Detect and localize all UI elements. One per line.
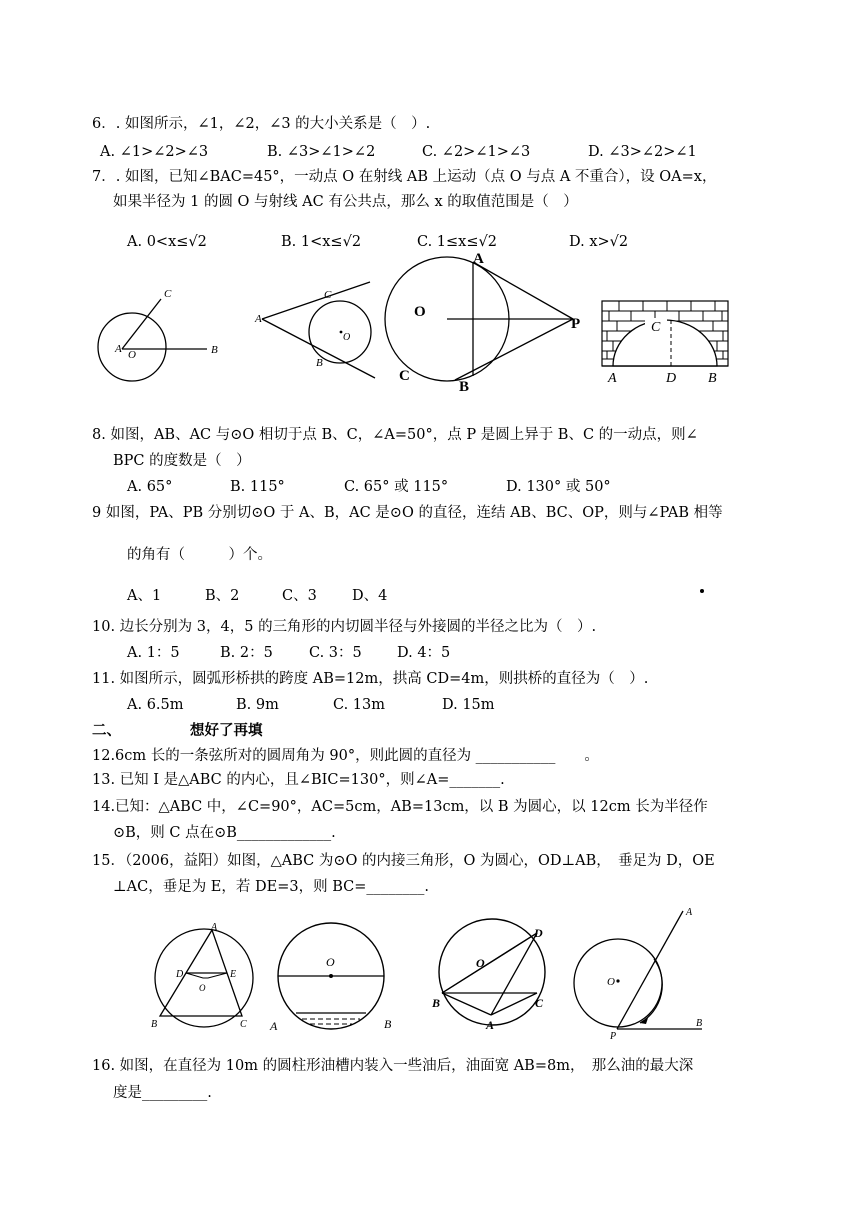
q10-options	[127, 643, 450, 663]
figure-chords	[430, 915, 555, 1035]
label-A: A	[255, 313, 262, 325]
q6-option-c: C. ∠2>∠1>∠3	[422, 144, 531, 160]
q10-stem: 10. 边长分别为 3，4，5 的三角形的内切圆半径与外接圆的半径之比为（ ）.	[92, 619, 597, 635]
q12-text: 12.6cm 长的一条弦所对的圆周角为 90°，则此圆的直径为 ___________ 。	[92, 748, 599, 764]
q15-line1: 15．（2006，益阳）如图，△ABC 为⊙O 的内接三角形，O 为圆心，OD⊥AB， 垂足为 D，OE	[92, 853, 715, 869]
q9-option-d: D、4	[352, 588, 388, 604]
label-B: B	[316, 357, 323, 369]
q6-stem: 6．. 如图所示，∠1，∠2，∠3 的大小关系是（ ）.	[92, 116, 431, 132]
q7-option-b: B. 1<x≤√2	[281, 234, 362, 250]
figure-pa-pb-tangents	[385, 250, 590, 395]
sqrt-2: √2	[188, 234, 207, 250]
label-A: A	[686, 907, 693, 918]
label-B: B	[432, 996, 441, 1010]
q7-option-c: C. 1≤x≤√2	[417, 234, 497, 250]
q8-option-c: C. 65° 或 115°	[344, 479, 449, 495]
label-O: O	[476, 956, 485, 970]
label-P: P	[610, 1031, 617, 1042]
sqrt-2: √2	[342, 234, 362, 250]
label-O: O	[343, 332, 351, 343]
label-E: E	[230, 969, 237, 980]
label-O: O	[607, 976, 615, 988]
q6-option-b: B. ∠3>∠1>∠2	[267, 144, 376, 160]
section-title: 想好了再填	[190, 723, 263, 739]
label-O: O	[326, 955, 335, 969]
q9-line2: 的角有（ ）个。	[127, 547, 272, 563]
label-P: P	[571, 316, 581, 332]
label-O: O	[128, 349, 136, 361]
q10-option-b: B. 2：5	[220, 645, 273, 661]
label-D: D	[534, 926, 543, 940]
q10-option-c: C. 3：5	[309, 645, 362, 661]
label-D: D	[176, 969, 184, 980]
label-A: A	[211, 922, 218, 933]
q8-line2: BPC 的度数是（ ）	[113, 453, 251, 469]
q16-line1: 16. 如图，在直径为 10m 的圆柱形油槽内装入一些油后，油面宽 AB=8m， 那么油的最大深	[92, 1058, 694, 1074]
q9-options	[127, 586, 387, 606]
q11-option-d: D. 15m	[442, 697, 495, 713]
q7-line1: 7．. 如图，已知∠BAC=45°，一动点 O 在射线 AB 上运动（点 O 与点 A 不重合），设 OA=x，	[92, 169, 717, 185]
q9-option-a: A、1	[127, 588, 162, 604]
q7-line2: 如果半径为 1 的圆 O 与射线 AC 有公共点，那么 x 的取值范围是（ ）	[113, 194, 578, 210]
q7-option-d: D. x>√2	[569, 234, 629, 250]
q11-option-c: C. 13m	[333, 697, 385, 713]
label-O: O	[199, 983, 206, 993]
label-C: C	[651, 320, 661, 335]
figure-angle-circle	[95, 285, 225, 385]
label-A: A	[608, 371, 617, 386]
figure-rolling-circle	[570, 905, 715, 1040]
section-heading	[92, 721, 263, 741]
label-B: B	[384, 1017, 392, 1031]
q6-option-d: D. ∠3>∠2>∠1	[588, 144, 697, 160]
q6-option-a: A. ∠1>∠2>∠3	[100, 144, 209, 160]
section-number: 二、	[92, 723, 121, 739]
label-B: B	[211, 344, 218, 356]
q7-options	[127, 232, 628, 252]
q14-line1: 14.已知：△ABC 中，∠C=90°，AC=5cm，AB=13cm，以 B 为圆心，以 12cm 长为半径作	[92, 799, 708, 815]
figure-tangent-lines	[250, 282, 385, 382]
label-A: A	[473, 251, 484, 267]
label-A: A	[486, 1018, 495, 1032]
label-A: A	[115, 343, 122, 355]
sqrt-2: √2	[609, 234, 629, 250]
figure-bridge-arch	[595, 298, 735, 388]
q8-option-d: D. 130° 或 50°	[506, 479, 611, 495]
stray-dot	[700, 589, 704, 593]
q9-line1: 9 如图，PA、PB 分别切⊙O 于 A、B，AC 是⊙O 的直径，连结 AB、BC、OP，则与∠PAB 相等	[92, 505, 723, 521]
q9-option-b: B、2	[205, 588, 240, 604]
q8-line1: 8. 如图，AB、AC 与⊙O 相切于点 B、C，∠A=50°，点 P 是圆上异于 B、C 的一动点，则∠	[92, 427, 698, 443]
q6-options	[100, 142, 697, 162]
q10-option-d: D. 4：5	[397, 645, 451, 661]
label-B: B	[696, 1018, 703, 1029]
q14-line2: ⊙B，则 C 点在⊙B_____________.	[113, 825, 336, 841]
sqrt-2: √2	[478, 234, 497, 250]
q15-line2: ⊥AC，垂足为 E，若 DE=3，则 BC=________.	[113, 879, 429, 895]
label-C: C	[324, 289, 332, 301]
label-C: C	[240, 1019, 247, 1030]
q13-text: 13. 已知 I 是△ABC 的内心，且∠BIC=130°，则∠A=_______.	[92, 772, 505, 788]
q8-option-a: A. 65°	[127, 479, 173, 495]
label-A: A	[270, 1019, 278, 1033]
q8-options	[127, 477, 611, 497]
label-C: C	[535, 996, 544, 1010]
figure-oil-tank	[268, 918, 404, 1040]
q8-option-b: B. 115°	[230, 479, 285, 495]
q9-option-c: C、3	[282, 588, 317, 604]
label-C: C	[399, 368, 410, 384]
q11-option-a: A. 6.5m	[127, 697, 184, 713]
q10-option-a: A. 1：5	[127, 645, 180, 661]
label-O: O	[414, 304, 426, 320]
q16-line2: 度是_________.	[113, 1085, 212, 1101]
q11-option-b: B. 9m	[236, 697, 279, 713]
label-B: B	[151, 1019, 158, 1030]
q7-option-a: A. 0<x≤√2	[127, 234, 207, 250]
label-C: C	[164, 288, 172, 300]
label-B: B	[459, 379, 470, 395]
q11-stem: 11. 如图所示，圆弧形桥拱的跨度 AB=12m，拱高 CD=4m，则拱桥的直径为（ ）.	[92, 671, 649, 687]
figure-inscribed-triangle	[148, 920, 260, 1032]
label-D: D	[666, 371, 677, 386]
q11-options	[127, 695, 495, 715]
label-B: B	[708, 371, 717, 386]
